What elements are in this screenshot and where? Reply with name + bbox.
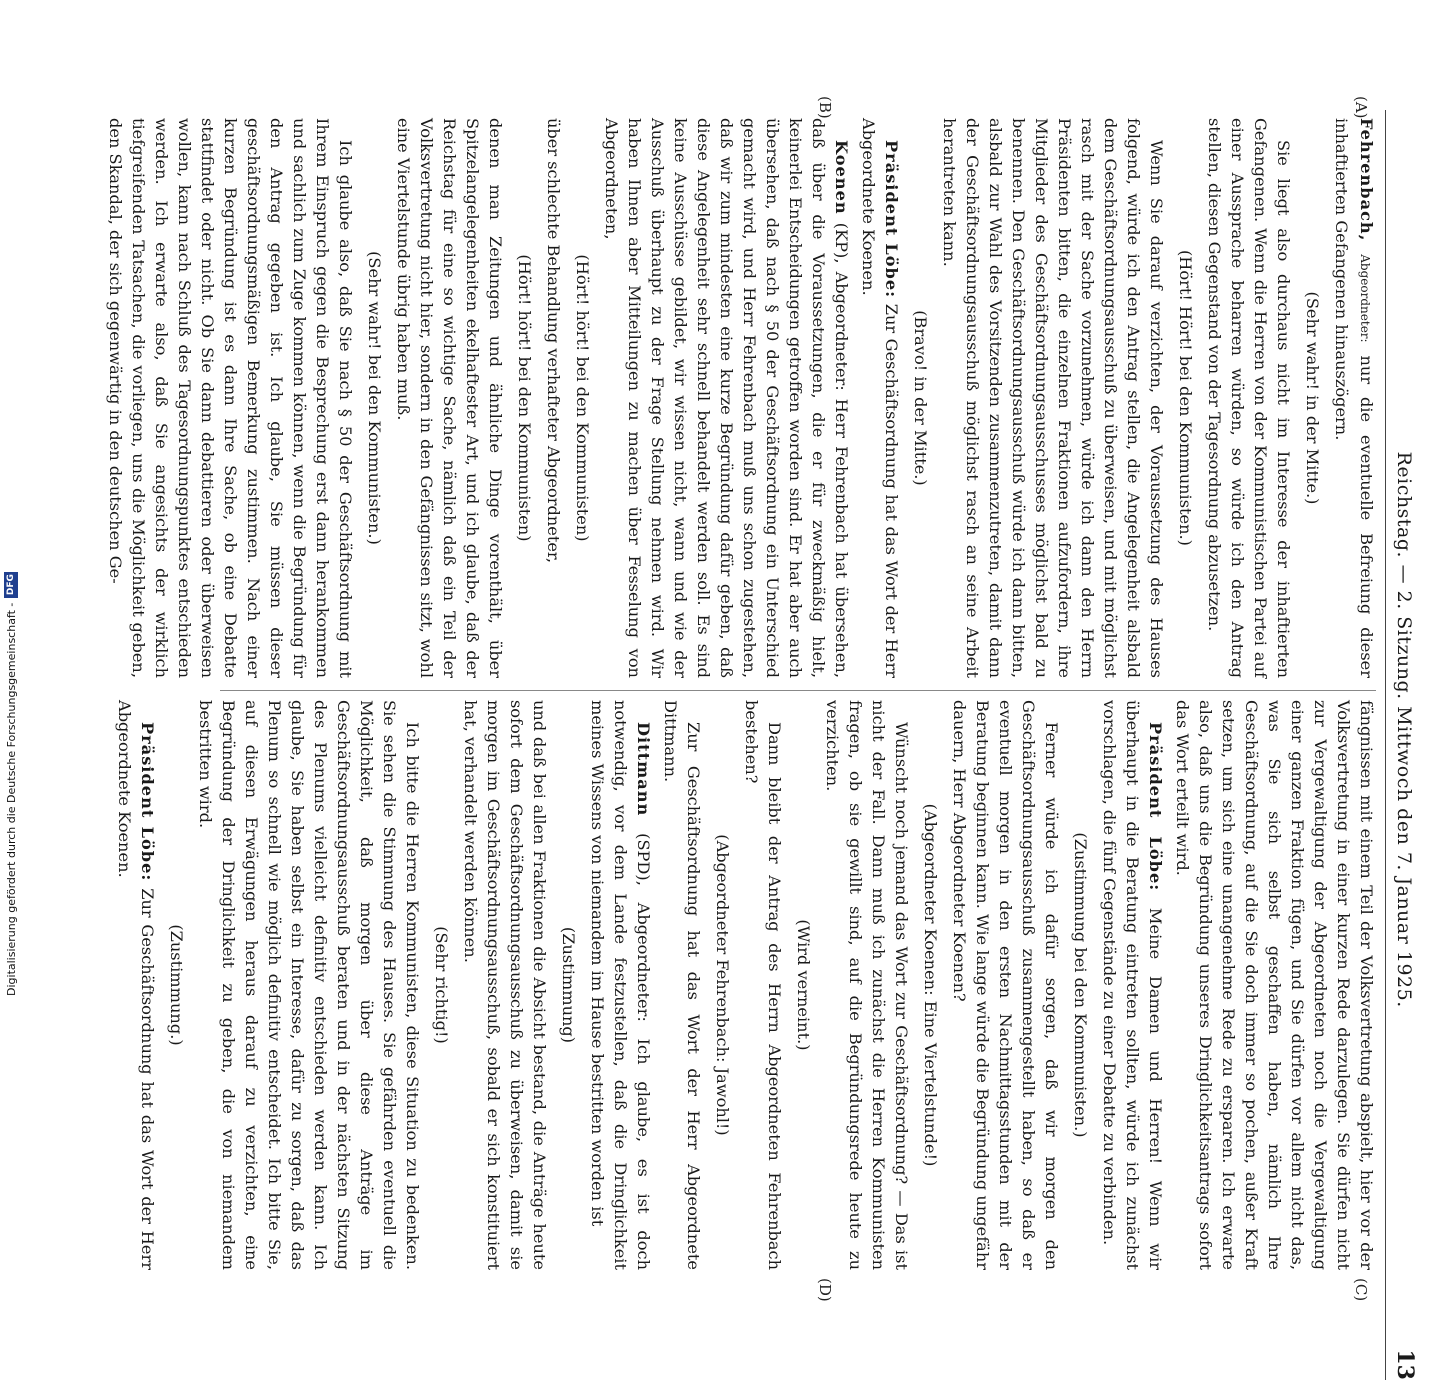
header-rule xyxy=(1385,110,1386,1380)
interjection: (Hört! hört! bei den Kommunisten) xyxy=(515,254,534,542)
margin-mark-b: (B) xyxy=(816,96,834,119)
interjection: (Zustimmung.) xyxy=(167,924,186,1046)
funding-note xyxy=(4,572,18,996)
paragraph: und daß bei allen Fraktionen die Absicht bestand, die Anträge heute sofort dem Geschäftsordnungsausschuß zu überweisen, damit sie morgen im Geschäftsordnungsausschuß, sobald er sich konstituiert hat, verhandelt werden können. xyxy=(461,700,549,1270)
interjection: (Zustimmung bei den Kommunisten.) xyxy=(1071,832,1090,1138)
paragraph: fängnissen mit einem Teil der Volksvertretung abspielt, hier vor der Volksvertretung in einer kurzen Rede darzulegen. Sie dürfen nicht zur Vergewaltigung der Abgeordneten noch die Vergewaltigung einer ganzen Fraktion fügen, und Sie dürfen vor allem nicht das, was Sie sich selbst geschaffen haben, nämlich Ihre Geschäftsordnung, auf die Sie doch immer so pochen, außer Kraft setzen, um sich eine unangenehme Rede zu ersparen. Ich erwarte also, daß uns die Begründung unseres Dringlichkeitsantrags sofort das Wort erteilt wird. xyxy=(1173,700,1376,1270)
paragraph: Wenn Sie darauf verzichten, der Voraussetzung des Hauses folgend, würde ich den Antrag stellen, die Angelegenheit alsbald dem Geschäftsordnungsausschuß zu überweisen, und mit möglichst rasch mit der Sache vorzunehmen, würde ich dann den Herrn Präsidenten bitten, die einzelnen Fraktionen aufzufordern, ihre Mitglieder des Geschäftsordnungsausschusses möglichst bald zu benennen. Den Geschäftsordnungsausschuß würde ich dann bitten, alsbald zur Wahl des Vorsitzenden zusammenzutreten, damit dann der Geschäftsordnungsausschuß möglichst rasch an seine Arbeit herantreten kann. xyxy=(940,118,1166,678)
interjection: (Sehr wahr! in der Mitte.) xyxy=(1303,291,1322,505)
paragraph-text: (KP), Abgeordneter: Herr Fehrenbach hat übersehen, daß über die Voraussetzungen, die er für zweckmäßig hielt, keinerlei Entscheidungen getroffen worden sind. Er hat aber auch übersehen, daß nach § 50 der Geschäftsordnung ein Unterschied gemacht wird, und Herr Fehrenbach muß uns schon zugestehen, daß wir zum mindesten eine kurze Begründung dafür geben, daß diese Angelegenheit sehr schnell behandelt werden soll. Es sind keine Ausschüsse gebildet, wir wissen nicht, wann und wie der Ausschuß überhaupt zu der Frage Stellung nehmen wird. Wir haben Ihnen aber Mitteilungen zu machen über Fesselung von Abgeordneten, xyxy=(602,118,851,678)
funding-text: Digitalisierung gefördert durch die Deutsche Forschungsgemeinschaft - xyxy=(4,602,18,996)
speaker-name: Koenen xyxy=(832,140,851,215)
interjection: (Sehr richtig!) xyxy=(432,926,451,1044)
paragraph: Ich glaube also, daß Sie nach § 50 der Geschäftsordnung mit Ihrem Einspruch gegen die Besprechung erst dann herankommen und sachlich zum Zuge kommen können, wenn die Begründung für den Antrag gegeben ist. Ich glaube, Sie müssen dieser geschäftsordnungsmäßigen Bemerkung zustimmen. Nach einer kurzen Begründung ist es dann Ihre Sache, ob eine Debatte stattfindet oder nicht. Ob Sie dann debattieren oder überweisen wollen, kann nach Schluß des Tagesordnungspunktes entschieden werden. Ich erwarte also, daß Sie angesichts der wirklich tiefgreifenden Tatsachen, die vorliegen, uns die Möglichkeit geben, den Skandal, der sich gegenwärtig in den deutschen Ge- xyxy=(106,118,355,678)
speaker-role: Abgeordneter: xyxy=(1358,254,1372,343)
paragraph xyxy=(600,118,853,678)
interjection: (Zustimmung) xyxy=(559,926,578,1044)
paragraph: Ferner würde ich dafür sorgen, daß wir morgen den Geschäftsordnungsausschuß zusammengestellt haben, so daß er eventuell morgen in den ersten Nachmittagsstunden mit der Beratung beginnen kann. Wie lange würde die Begründung ungefähr dauern, Herr Abgeordneter Koenen? xyxy=(950,700,1061,1270)
running-head-title: Reichstag. — 2. Sitzung. Mittwoch den 7. Januar 1925. xyxy=(1393,451,1415,1008)
paragraph-text: Zur Geschäftsordnung hat das Wort der Herr Abgeordnete Koenen. xyxy=(115,700,157,1270)
paragraph: Sie liegt also durchaus nicht im Interesse der inhaftierten Gefangenen. Wenn die Herren von der Kommunistischen Partei auf einer Aussprache beharren würden, so würde ich den Antrag stellen, diesen Gegenstand von der Tagesordnung abzusetzen. xyxy=(1205,118,1293,678)
paragraph: Wünscht noch jemand das Wort zur Geschäftsordnung? — Das ist nicht der Fall. Dann muß ich zunächst die Herren Kommunisten fragen, ob sie gewillt sind, auf die Begründungsrede heute zu verzichten. xyxy=(823,700,911,1270)
speaker-name: Präsident Löbe: xyxy=(882,140,901,299)
paragraph-text: (SPD), Abgeordneter: Ich glaube, es ist doch notwendig, vor dem Lande festzustellen, daß die Dringlichkeit meines Wissens von niemandem im Hause bestritten worden ist xyxy=(588,700,653,1270)
paragraph xyxy=(586,700,655,1270)
paragraph xyxy=(1330,118,1378,678)
dfg-logo: DFG xyxy=(4,572,18,598)
paragraph-text: nur die eventuelle Befreiung dieser inhaftierten Gefangenen hinauszögern. xyxy=(1332,118,1376,678)
paragraph-text: Meine Damen und Herren! Wenn wir überhaupt in die Beratung eintreten sollten, würde ich zunächst vorschlagen, die fünf Gegenstände zu einer Debatte zu verbinden. xyxy=(1100,700,1165,1270)
interjection: (Hört! Hört! bei den Kommunisten.) xyxy=(1176,249,1195,546)
speaker-name: Fehrenbach, xyxy=(1357,118,1376,242)
interjection: (Abgeordneter Fehrenbach: Jawohl!) xyxy=(713,834,732,1136)
left-column xyxy=(106,118,1378,678)
interjection: (Abgeordneter Koenen: Eine Viertelstunde!) xyxy=(921,803,940,1167)
paragraph xyxy=(113,700,159,1270)
paragraph: Ich bitte die Herren Kommunisten, diese Situation zu bedenken. Sie sehen die Stimmung des Hauses. Sie gefährden eventuell die Möglichkeit, daß morgen über diese Anträge im Geschäftsordnungsausschuß beraten und in der nächsten Sitzung des Plenums vielleicht definitiv entschieden werden kann. Ich glaube, Sie haben selbst ein Interesse, dafür zu sorgen, daß das Plenum so schnell wie möglich definitiv entscheidet. Ich bitte Sie, auf diesen Erwägungen heraus darauf zu verzichten, eine Begründung der Dringlichkeit zu geben, die von niemandem bestritten wird. xyxy=(196,700,422,1270)
paragraph: Dann bleibt der Antrag des Herrn Abgeordneten Fehrenbach bestehen? xyxy=(742,700,784,1270)
interjection: (Sehr wahr! bei den Kommunisten.) xyxy=(365,251,384,545)
speaker-name: Präsident Löbe: xyxy=(1146,722,1165,892)
right-column xyxy=(115,700,1378,1270)
interjection: (Bravo! in der Mitte.) xyxy=(911,310,930,486)
paragraph-text: Zur Geschäftsordnung hat das Wort der Herr Abgeordnete Koenen. xyxy=(859,118,901,678)
interjection: (Wird verneint.) xyxy=(794,919,813,1051)
paragraph xyxy=(857,118,903,678)
paragraph: über schlechte Behandlung verhafteter Abgeordneter, xyxy=(544,118,563,564)
paragraph: denen man Zeitungen und ähnliche Dinge vorenthält, über Spitzelangelegenheiten ekelhaftester Art, und ich glaube, daß der Reichstag für eine so wichtige Sache, nämlich daß ein Teil der Volksvertretung nicht hier, sondern in den Gefängnissen sitzt, wohl eine Viertelstunde übrig haben muß. xyxy=(394,118,505,678)
speaker-name: Dittmann xyxy=(634,722,653,817)
paragraph: Zur Geschäftsordnung hat das Wort der Herr Abgeordnete Dittmann. xyxy=(661,700,703,1270)
column-divider xyxy=(220,690,1376,691)
interjection: (Hört! hört! bei den Kommunisten) xyxy=(573,254,592,542)
margin-mark-d: (D) xyxy=(816,1278,834,1302)
margin-mark-a: (A) xyxy=(1352,96,1370,119)
speaker-name: Präsident Löbe: xyxy=(138,722,157,882)
running-head xyxy=(1392,110,1418,1380)
page-number: 13 xyxy=(1392,1349,1418,1380)
paragraph xyxy=(1098,700,1167,1270)
margin-mark-c: (C) xyxy=(1352,1278,1370,1302)
footer-strip xyxy=(0,0,24,1000)
